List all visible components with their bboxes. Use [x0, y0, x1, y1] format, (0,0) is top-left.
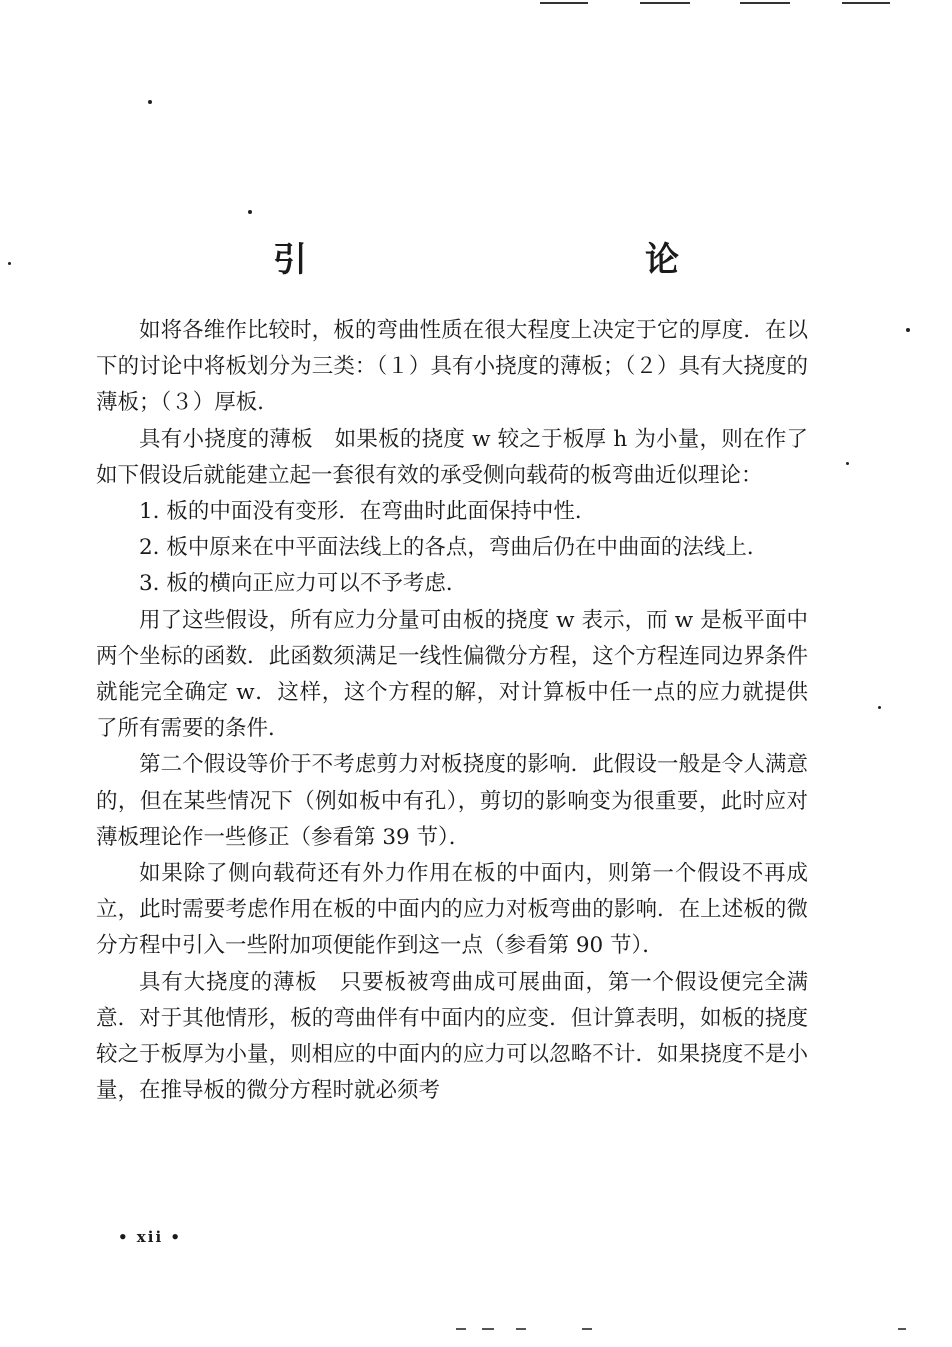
paragraph: 第二个假设等价于不考虑剪力对板挠度的影响．此假设一般是令人满意的，但在某些情况下（例如板中有孔），剪切的影响变为很重要，此时应对薄板理论作一些修正（参看第 39 节）． [96, 752, 808, 850]
scan-speck [878, 706, 881, 709]
chapter-title: 引 论 [273, 240, 769, 280]
bottom-dash [456, 1328, 466, 1330]
top-rule [842, 2, 890, 4]
top-rule [640, 2, 690, 4]
paragraph: 如果除了侧向载荷还有外力作用在板的中面内，则第一个假设不再成立，此时需要考虑作用在板的中面内的应力对板弯曲的影响．在上述板的微分方程中引入一些附加项便能作到这一点（参看第 90 节）． [96, 861, 808, 959]
scan-speck [906, 328, 910, 332]
paragraph: 用了这些假设，所有应力分量可由板的挠度 w 表示，而 w 是板平面中两个坐标的函数．此函数须满足一线性偏微分方程，这个方程连同边界条件就能完全确定 w．这样，这个方程的解，对计算板中任一点的应力就提供了所有需要的条件． [96, 607, 808, 742]
bottom-dash [582, 1328, 592, 1330]
page-number: • xii • [118, 1228, 182, 1246]
scan-speck [846, 462, 849, 465]
top-rule [540, 2, 588, 4]
top-rule [740, 2, 790, 4]
scan-speck [148, 100, 152, 104]
bottom-dash [482, 1328, 494, 1330]
bottom-dash [898, 1328, 906, 1330]
list-item: 2. 板中原来在中平面法线上的各点，弯曲后仍在中曲面的法线上． [139, 535, 769, 561]
list-item: 1. 板的中面没有变形．在弯曲时此面保持中性． [139, 499, 597, 525]
paragraph: 具有小挠度的薄板 如果板的挠度 w 较之于板厚 h 为小量，则在作了如下假设后就能建立起一套很有效的承受侧向载荷的板弯曲近似理论： [96, 426, 808, 488]
list-item: 3. 板的横向正应力可以不予考虑． [139, 571, 468, 597]
paragraph: 如将各维作比较时，板的弯曲性质在很大程度上决定于它的厚度．在以下的讨论中将板划分为三类：（１）具有小挠度的薄板；（２）具有大挠度的薄板；（３）厚板． [96, 318, 808, 416]
bottom-dash [516, 1328, 526, 1330]
scan-speck [248, 210, 252, 214]
body-text [96, 313, 808, 1109]
paragraph: 具有大挠度的薄板 只要板被弯曲成可展曲面，第一个假设便完全满意．对于其他情形，板的弯曲伴有中面内的应变．但计算表明，如板的挠度较之于板厚为小量，则相应的中面内的应力可以忽略不计．如果挠度不是小量，在推导板的微分方程时就必须考 [96, 969, 808, 1104]
